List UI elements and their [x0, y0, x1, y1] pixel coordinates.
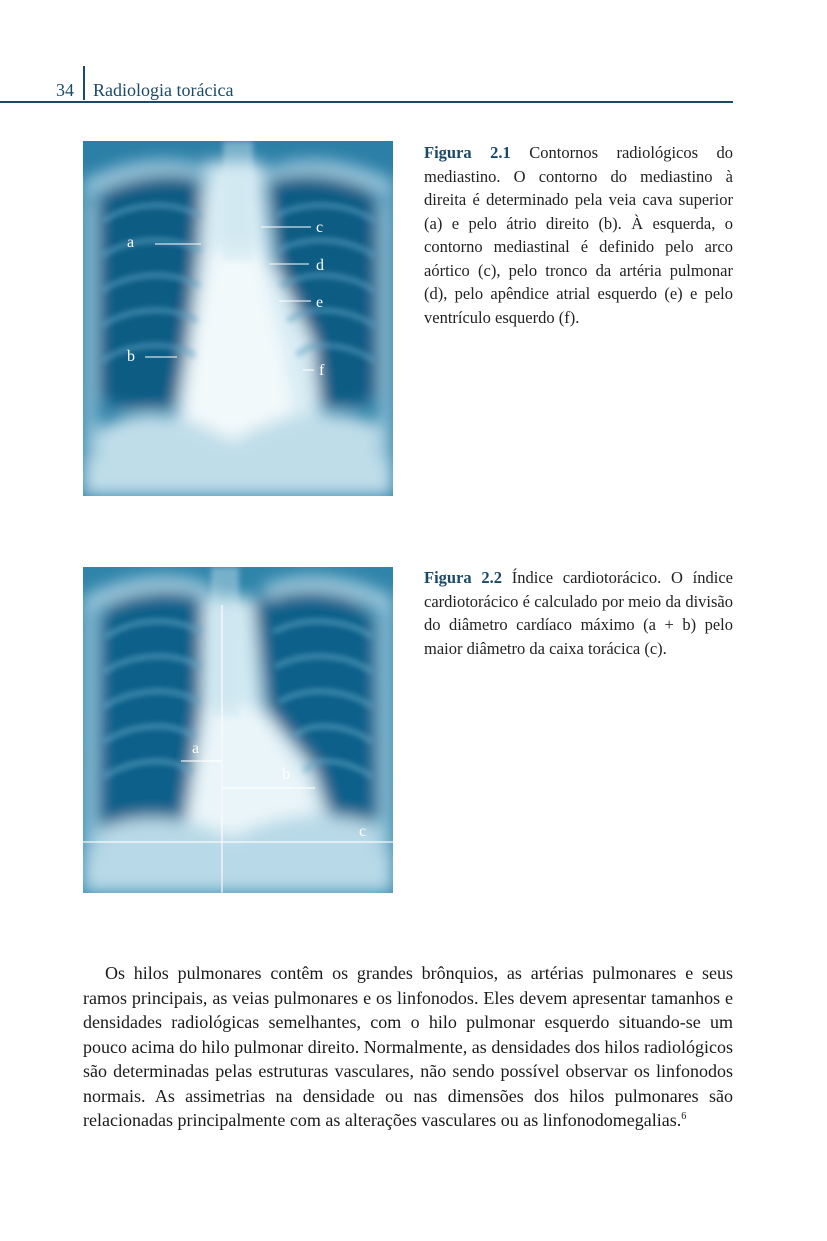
marker-b: b: [127, 348, 135, 365]
body-paragraph-text: Os hilos pulmonares contêm os grandes brônquios, as artérias pulmonares e seus ramos principais, as veias pulmonares e os linfonodos. Eles devem apresentar tamanhos e densidades radiológicas semelhantes, com o hilo pulmonar esquerdo situando-se um pouco acima do hilo pulmonar direito. Normalmente, as densidades dos hilos radiológicos são determinadas pelas estruturas vasculares, não sendo possível observar os linfonodos normais. As assimetrias na densidade ou nas dimensões dos hilos pulmonares são relacionadas principalmente com as alterações vasculares ou as linfonodomegalias.: [83, 963, 733, 1130]
figure-2-2-caption-text: Índice cardiotorácico. O índice cardiotorácico é calculado por meio da divisão do diâmetro cardíaco máximo (a + b) pelo maior diâmetro da caixa torácica (c).: [424, 568, 733, 658]
marker-d: d: [316, 257, 324, 274]
marker-c: c: [359, 823, 367, 840]
marker-f: f: [319, 362, 325, 379]
body-paragraph: [83, 961, 733, 1133]
page-number: 34: [56, 80, 74, 100]
figure-2-2-xray: [83, 567, 393, 893]
figure-2-1-xray: [83, 141, 393, 496]
marker-a: a: [192, 740, 200, 757]
page-header: [0, 76, 733, 102]
figure-2-2-label: Figura 2.2: [424, 568, 503, 587]
marker-a: a: [127, 234, 135, 251]
figure-2-1-label: Figura 2.1: [424, 143, 511, 162]
marker-e: e: [316, 294, 324, 311]
header-rule: [0, 101, 733, 103]
figure-2-1-caption-text: Contornos radiológicos do mediastino. O contorno do mediastino à direita é determinado pela veia cava superior (a) e pelo átrio direito (b). À esquerda, o contorno mediastinal é definido pelo arco aórtico (c), pelo tronco da artéria pulmonar (d), pelo apêndice atrial esquerdo (e) e pelo ventrículo esquerdo (f).: [424, 143, 733, 327]
figure-2-1-caption: [424, 141, 733, 329]
reference-superscript: 6: [681, 1111, 687, 1122]
marker-c: c: [316, 219, 324, 236]
running-title: Radiologia torácica: [93, 80, 234, 100]
figure-2-2-caption: [424, 566, 733, 660]
header-divider: [83, 66, 85, 100]
marker-b: b: [282, 766, 290, 783]
